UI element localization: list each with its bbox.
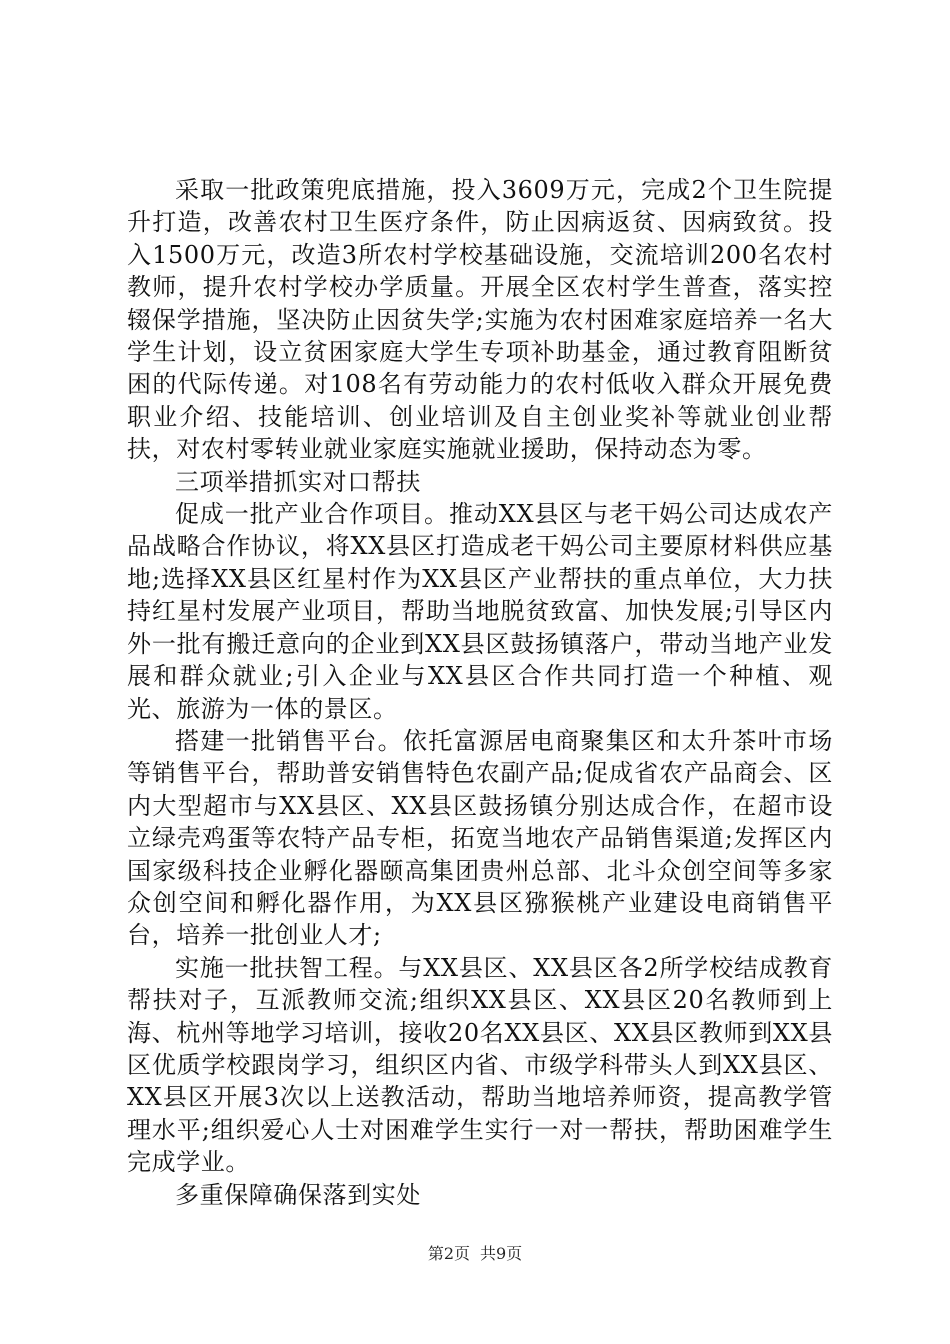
paragraph-education-assistance: 实施一批扶智工程。与XX县区、XX县区各2所学校结成教育帮扶对子，互派教师交流;组织XX县区、XX县区20名教师到上海、杭州等地学习培训，接收20名XX县区、XX县区教师到XX县区优质学校跟岗学习，组织区内省、市级学科带头人到XX县区、XX县区开展3次以上送教活动，帮助当地培养师资，提高教学管理水平;组织爱心人士对困难学生实行一对一帮扶，帮助困难学生完成学业。 <box>127 953 833 1177</box>
document-body <box>127 174 833 1211</box>
page-number: 第2页 <box>427 1244 470 1263</box>
section-heading-guarantees: 多重保障确保落到实处 <box>175 1180 421 1209</box>
paragraph-industry-cooperation: 促成一批产业合作项目。推动XX县区与老干妈公司达成农产品战略合作协议，将XX县区打造成老干妈公司主要原材料供应基地;选择XX县区红星村作为XX县区产业帮扶的重点单位，大力扶持红星村发展产业项目，帮助当地脱贫致富、加快发展;引导区内外一批有搬迁意向的企业到XX县区鼓扬镇落户，带动当地产业发展和群众就业;引入企业与XX县区合作共同打造一个种植、观光、旅游为一体的景区。 <box>127 500 833 723</box>
paragraph-policy-support: 采取一批政策兜底措施，投入3609万元，完成2个卫生院提升打造，改善农村卫生医疗条件，防止因病返贫、因病致贫。投入1500万元，改造3所农村学校基础设施，交流培训200名农村教师，提升农村学校办学质量。开展全区农村学生普查，落实控辍保学措施，坚决防止因贫失学;实施为农村困难家庭培养一名大学生计划，设立贫困家庭大学生专项补助基金，通过教育阻断贫困的代际传递。对108名有劳动能力的农村低收入群众开展免费职业介绍、技能培训、创业培训及自主创业奖补等就业创业帮扶，对农村零转业就业家庭实施就业援助，保持动态为零。 <box>127 176 833 464</box>
section-heading-paired-assistance: 三项举措抓实对口帮扶 <box>175 467 421 496</box>
page-footer <box>0 1244 950 1264</box>
paragraph-sales-platform: 搭建一批销售平台。依托富源居电商聚集区和太升茶叶市场等销售平台，帮助普安销售特色农副产品;促成省农产品商会、区内大型超市与XX县区、XX县区鼓扬镇分别达成合作，在超市设立绿壳鸡蛋等农特产品专柜，拓宽当地农产品销售渠道;发挥区内国家级科技企业孵化器颐高集团贵州总部、北斗众创空间等多家众创空间和孵化器作用，为XX县区猕猴桃产业建设电商销售平台，培养一批创业人才; <box>127 726 833 950</box>
page-total: 共9页 <box>480 1244 523 1263</box>
